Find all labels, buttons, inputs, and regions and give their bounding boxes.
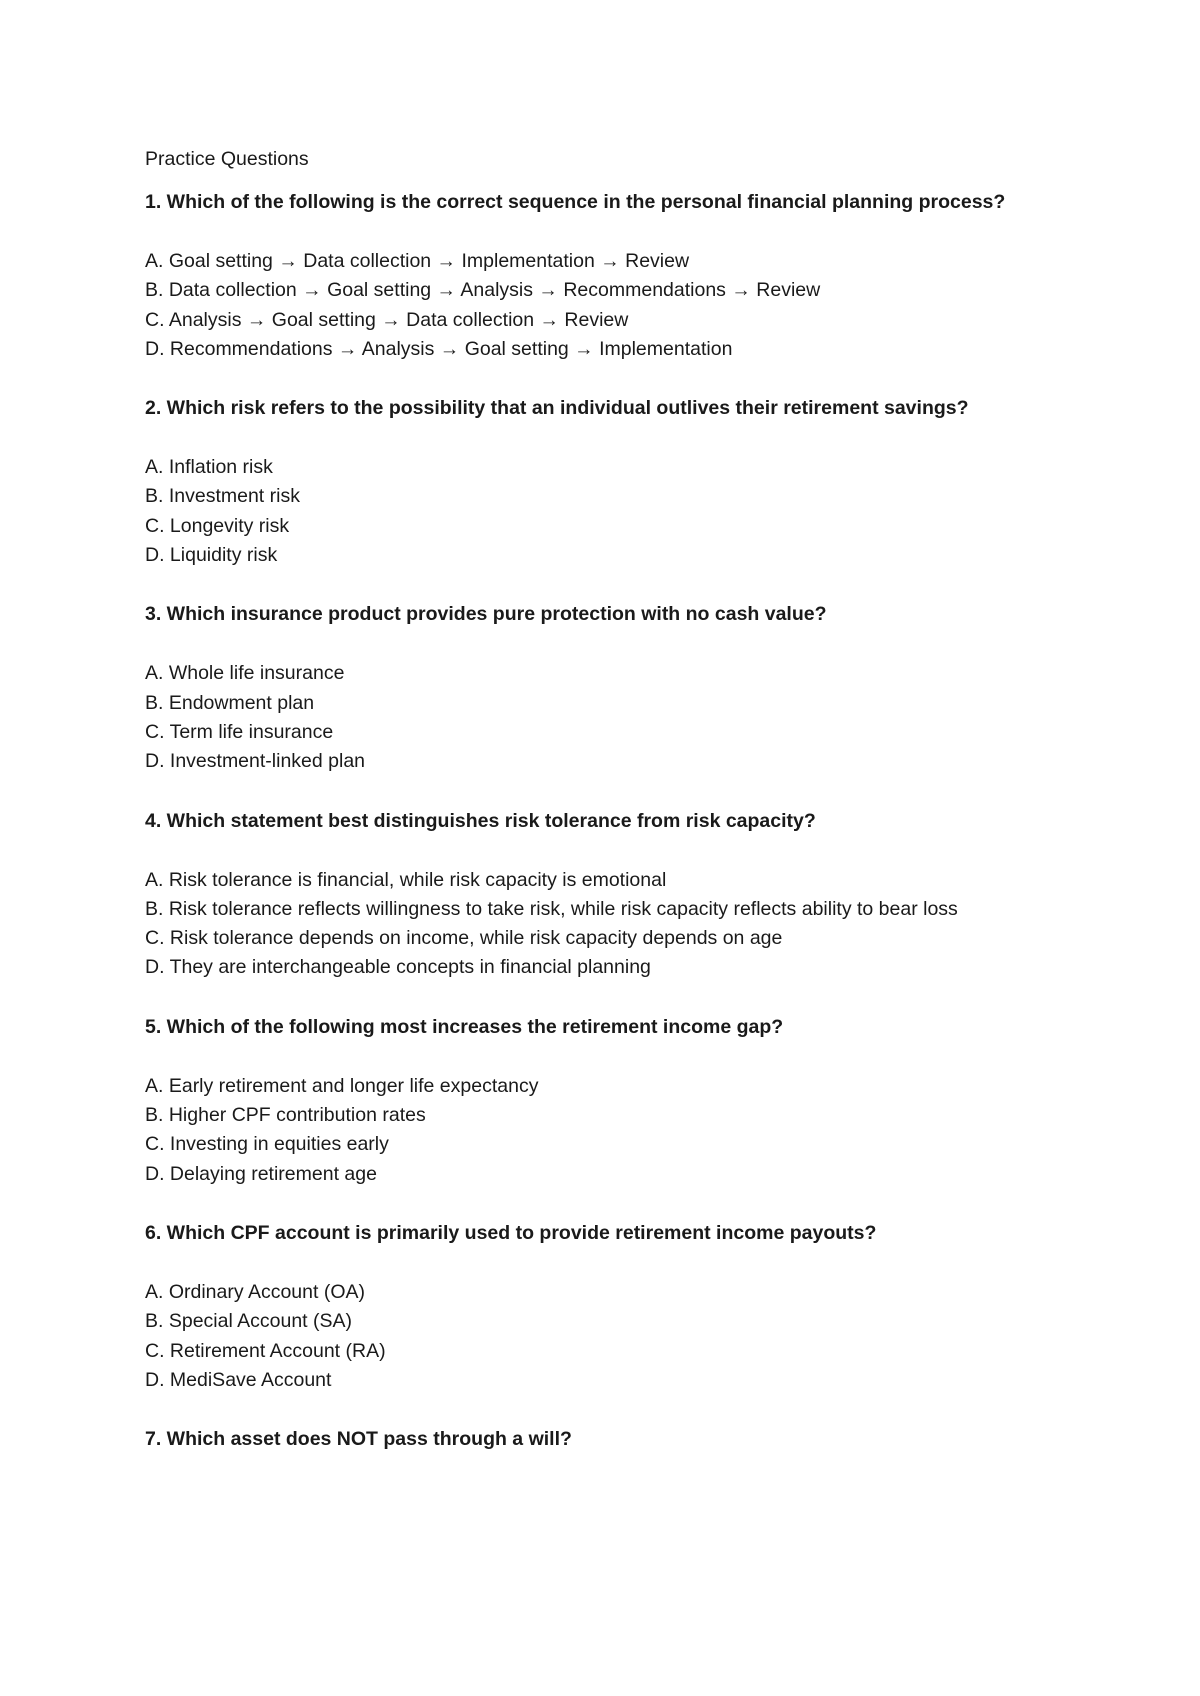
question-block	[145, 807, 1065, 983]
question-block	[145, 1013, 1065, 1189]
answer-option: C. Investing in equities early	[145, 1133, 389, 1156]
option-list	[145, 1278, 1065, 1395]
question-block	[145, 1425, 1065, 1454]
option-list	[145, 866, 1065, 983]
answer-option: D. MediSave Account	[145, 1368, 332, 1391]
question-prompt: 7. Which asset does NOT pass through a will?	[145, 1428, 572, 1451]
answer-option: A. Ordinary Account (OA)	[145, 1280, 365, 1303]
document-body	[145, 145, 1065, 1454]
answer-option: C. Retirement Account (RA)	[145, 1339, 386, 1362]
answer-option: D. Delaying retirement age	[145, 1162, 377, 1185]
question-list	[145, 188, 1065, 1454]
answer-option: D. Liquidity risk	[145, 544, 278, 567]
answer-option: B. Endowment plan	[145, 691, 315, 714]
answer-option: C. Analysis → Goal setting → Data collection → Review	[145, 308, 629, 331]
question-block	[145, 394, 1065, 570]
question-prompt: 3. Which insurance product provides pure protection with no cash value?	[145, 603, 827, 626]
answer-option: B. Data collection → Goal setting → Analysis → Recommendations → Review	[145, 279, 821, 302]
answer-option: C. Risk tolerance depends on income, while risk capacity depends on age	[145, 927, 783, 950]
answer-option: B. Special Account (SA)	[145, 1310, 353, 1333]
answer-option: B. Higher CPF contribution rates	[145, 1104, 426, 1127]
answer-option: B. Risk tolerance reflects willingness to take risk, while risk capacity reflects ability to bear loss	[145, 897, 958, 920]
question-block	[145, 600, 1065, 776]
option-list	[145, 659, 1065, 776]
answer-option: A. Early retirement and longer life expectancy	[145, 1074, 539, 1097]
question-prompt: 4. Which statement best distinguishes risk tolerance from risk capacity?	[145, 809, 816, 832]
question-prompt: 2. Which risk refers to the possibility that an individual outlives their retirement savings?	[145, 397, 969, 420]
answer-option: D. Recommendations → Analysis → Goal setting → Implementation	[145, 337, 733, 360]
answer-option: C. Longevity risk	[145, 514, 290, 537]
question-block	[145, 1219, 1065, 1395]
answer-option: C. Term life insurance	[145, 720, 334, 743]
answer-option: A. Goal setting → Data collection → Implementation → Review	[145, 250, 690, 272]
answer-option: D. Investment-linked plan	[145, 750, 366, 773]
answer-option: A. Whole life insurance	[145, 662, 345, 685]
question-prompt: 1. Which of the following is the correct sequence in the personal financial planning process?	[145, 191, 1006, 213]
question-prompt: 6. Which CPF account is primarily used to provide retirement income payouts?	[145, 1221, 877, 1244]
answer-option: A. Inflation risk	[145, 456, 273, 479]
answer-option: B. Investment risk	[145, 485, 300, 508]
option-list	[145, 1072, 1065, 1189]
option-list	[145, 247, 1065, 364]
answer-option: D. They are interchangeable concepts in financial planning	[145, 956, 651, 979]
answer-option: A. Risk tolerance is financial, while risk capacity is emotional	[145, 868, 667, 891]
question-prompt: 5. Which of the following most increases the retirement income gap?	[145, 1015, 784, 1038]
option-list	[145, 453, 1065, 570]
question-block	[145, 188, 1065, 364]
document-title: Practice Questions	[145, 148, 309, 170]
